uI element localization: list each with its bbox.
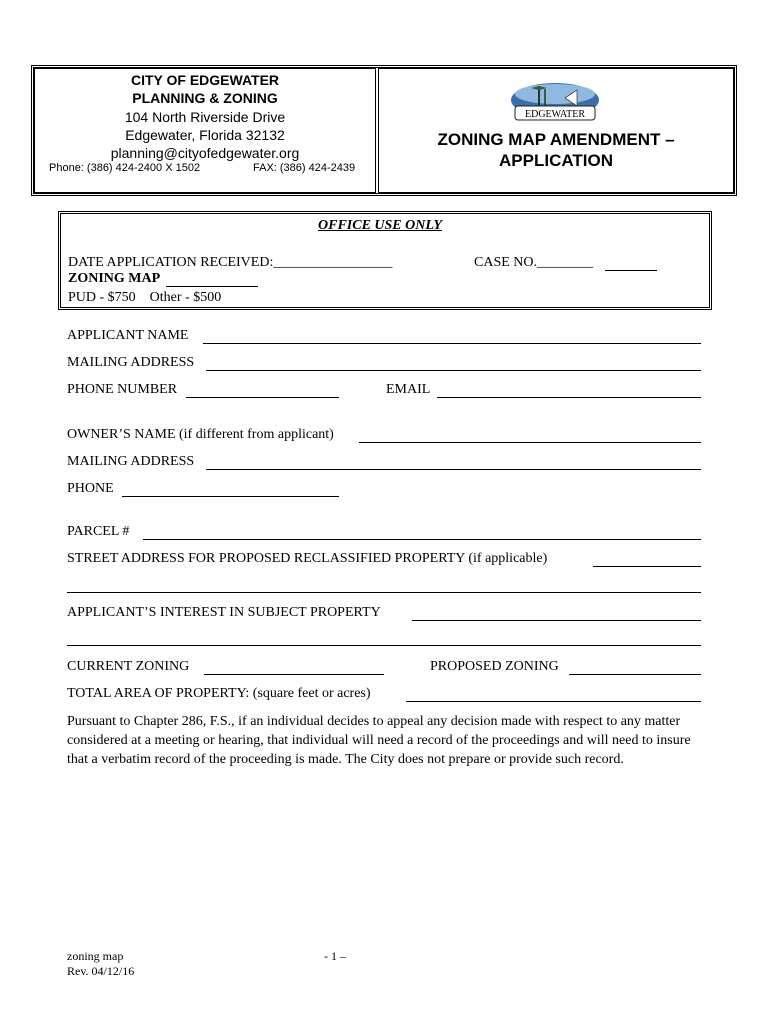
current-zoning-label: CURRENT ZONING [67,659,190,674]
parcel-field[interactable] [143,539,701,540]
city-logo [507,80,603,126]
proposed-zoning-label: PROPOSED ZONING [430,659,559,674]
page-number: - 1 – [324,949,346,963]
proposed-zoning-field[interactable] [569,674,701,675]
applicant-name-field[interactable] [203,343,701,344]
total-area-field[interactable] [406,701,701,702]
city-name: CITY OF EDGEWATER [130,72,280,88]
public-records-notice: Pursuant to Chapter 286, F.S., if an individual decides to appeal any decision made with respect to any matter considered at a meeting or hearing, that individual will need a record of the proceedings and will need to insure that a verbatim record of the proceeding is made. The City does not prepare or provide such record. [67,714,691,767]
applicant-interest-label: APPLICANT’S INTEREST IN SUBJECT PROPERTY [67,605,381,620]
current-zoning-field[interactable] [204,674,384,675]
zoning-map-line[interactable] [166,286,258,287]
footer-doc-name: zoning map [67,949,124,963]
street-address-label: STREET ADDRESS FOR PROPOSED RECLASSIFIED PROPERTY (if applicable) [67,551,548,566]
fee-schedule: PUD - $750 Other - $500 [68,290,222,305]
email-field[interactable] [437,397,701,398]
city-state: Edgewater, Florida 32132 [125,127,285,143]
logo-text: EDGEWATER [525,109,585,120]
fax-number: FAX: (386) 424-2439 [253,162,356,174]
date-received-field[interactable]: DATE APPLICATION RECEIVED:_________________ [68,255,393,270]
footer-revision: Rev. 04/12/16 [67,964,135,978]
owner-mailing-address-field[interactable] [206,469,701,470]
form-title-line2: APPLICATION [499,151,613,170]
applicant-name-label: APPLICANT NAME [67,328,189,343]
owner-mailing-address-label: MAILING ADDRESS [67,454,195,469]
applicant-interest-field-line2[interactable] [67,645,701,646]
owner-phone-label: PHONE [67,481,114,496]
contact-email: planning@cityofedgewater.org [110,145,300,161]
owners-name-label: OWNER’S NAME (if different from applicant) [67,427,334,442]
email-label: EMAIL [386,382,431,397]
zoning-map-label: ZONING MAP [68,271,161,286]
mailing-address-label: MAILING ADDRESS [67,355,195,370]
total-area-label: TOTAL AREA OF PROPERTY: (square feet or acres) [67,686,371,701]
phone-number-field[interactable] [186,397,339,398]
applicant-interest-field[interactable] [412,620,701,621]
phone-number: Phone: (386) 424-2400 X 1502 [49,162,201,174]
mailing-address-field[interactable] [206,370,701,371]
case-number-label: CASE NO.________ [474,255,594,270]
owner-phone-field[interactable] [122,496,339,497]
form-title-line1: ZONING MAP AMENDMENT – [437,130,675,149]
street-address-field[interactable] [593,566,701,567]
office-use-heading: OFFICE USE ONLY [318,218,442,233]
department-name: PLANNING & ZONING [132,90,278,106]
street-address-field-line2[interactable] [67,592,701,593]
phone-number-label: PHONE NUMBER [67,382,178,397]
owners-name-field[interactable] [359,442,701,443]
parcel-label: PARCEL # [67,524,130,539]
case-number-line[interactable] [605,270,657,271]
street-address: 104 North Riverside Drive [124,109,286,125]
